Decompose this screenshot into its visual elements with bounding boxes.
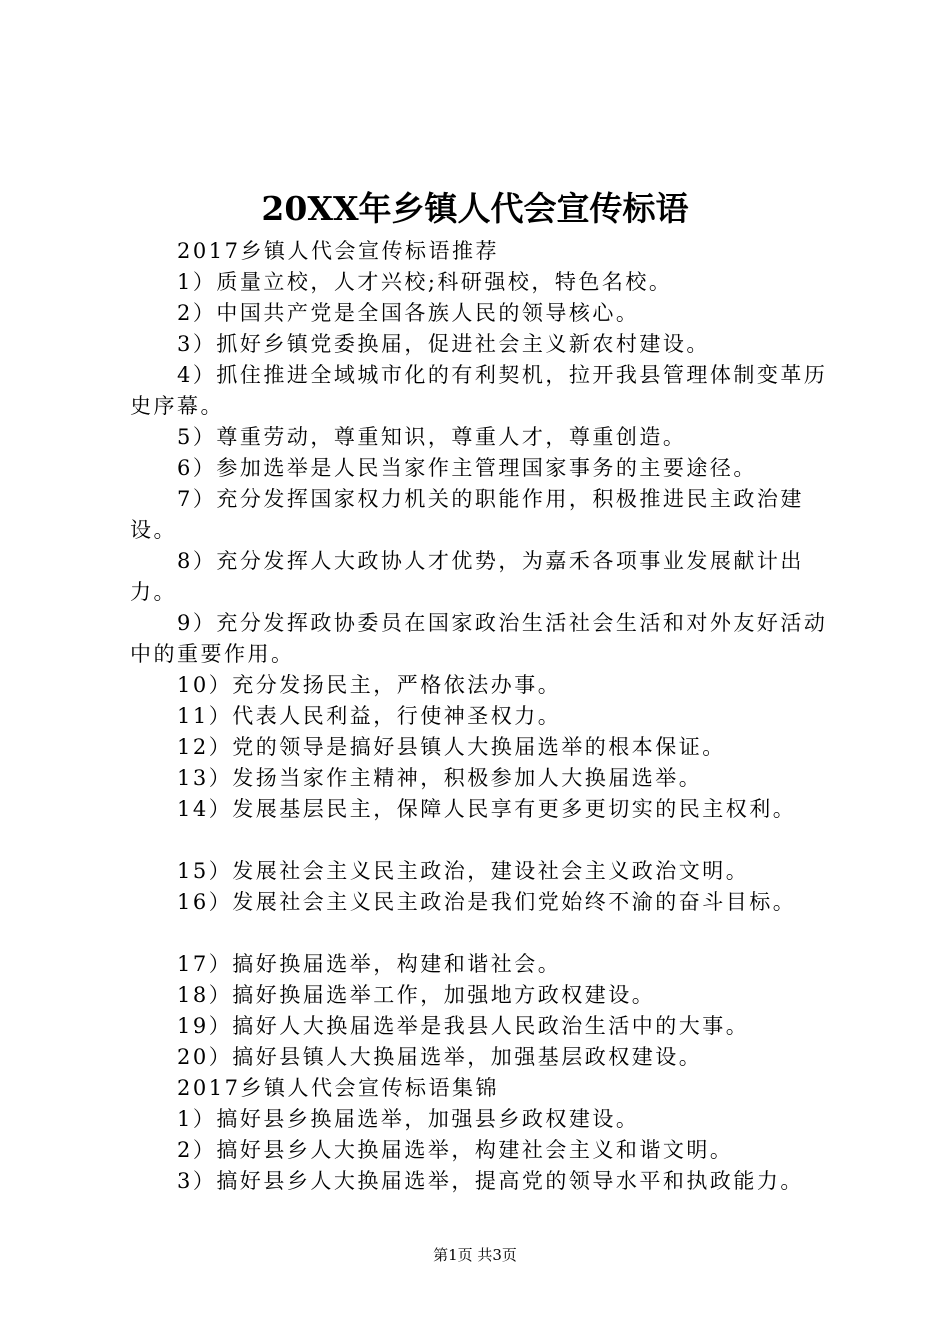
- slogan-item: 9）充分发挥政协委员在国家政治生活社会生活和对外友好活动中的重要作用。: [130, 611, 828, 666]
- section-heading: 2017乡镇人代会宣传标语集锦: [177, 1076, 499, 1100]
- slogan-item: 14）发展基层民主，保障人民享有更多更切实的民主权利。: [177, 797, 797, 821]
- slogan-item: 3）抓好乡镇党委换届，促进社会主义新农村建设。: [177, 332, 710, 356]
- slogan-item: 6）参加选举是人民当家作主管理国家事务的主要途径。: [177, 456, 757, 480]
- slogan-item: 2）中国共产党是全国各族人民的领导核心。: [177, 301, 640, 325]
- slogan-item: 18）搞好换届选举工作，加强地方政权建设。: [177, 983, 656, 1007]
- slogan-item: 4）抓住推进全域城市化的有利契机，拉开我县管理体制变革历史序幕。: [130, 363, 828, 418]
- slogan-item: 8）充分发挥人大政协人才优势，为嘉禾各项事业发展献计出力。: [130, 549, 804, 604]
- slogan-item: 20）搞好县镇人大换届选举，加强基层政权建设。: [177, 1045, 703, 1069]
- slogan-item: 5）尊重劳动，尊重知识，尊重人才，尊重创造。: [177, 425, 687, 449]
- slogan-item: 2）搞好县乡人大换届选举，构建社会主义和谐文明。: [177, 1138, 734, 1162]
- slogan-item: 1）搞好县乡换届选举，加强县乡政权建设。: [177, 1107, 640, 1131]
- slogan-item: 17）搞好换届选举，构建和谐社会。: [177, 952, 562, 976]
- page-indicator: 第1页 共3页: [433, 1246, 517, 1264]
- slogan-item: 1）质量立校，人才兴校;科研强校，特色名校。: [177, 270, 673, 294]
- slogan-item: 10）充分发扬民主，严格依法办事。: [177, 673, 562, 697]
- section-heading: 2017乡镇人代会宣传标语推荐: [177, 239, 499, 263]
- slogan-item: 13）发扬当家作主精神，积极参加人大换届选举。: [177, 766, 703, 790]
- slogan-item: 11）代表人民利益，行使神圣权力。: [177, 704, 562, 728]
- document-title: 20XX年乡镇人代会宣传标语: [261, 189, 689, 228]
- slogan-item: 12）党的领导是搞好县镇人大换届选举的根本保证。: [177, 735, 726, 759]
- slogan-item: 15）发展社会主义民主政治，建设社会主义政治文明。: [177, 859, 750, 883]
- document-body: [130, 236, 835, 1197]
- slogan-item: 19）搞好人大换届选举是我县人民政治生活中的大事。: [177, 1014, 750, 1038]
- slogan-item: 3）搞好县乡人大换届选举，提高党的领导水平和执政能力。: [177, 1169, 804, 1193]
- slogan-item: 16）发展社会主义民主政治是我们党始终不渝的奋斗目标。: [177, 890, 797, 914]
- slogan-item: 7）充分发挥国家权力机关的职能作用，积极推进民主政治建设。: [130, 487, 804, 542]
